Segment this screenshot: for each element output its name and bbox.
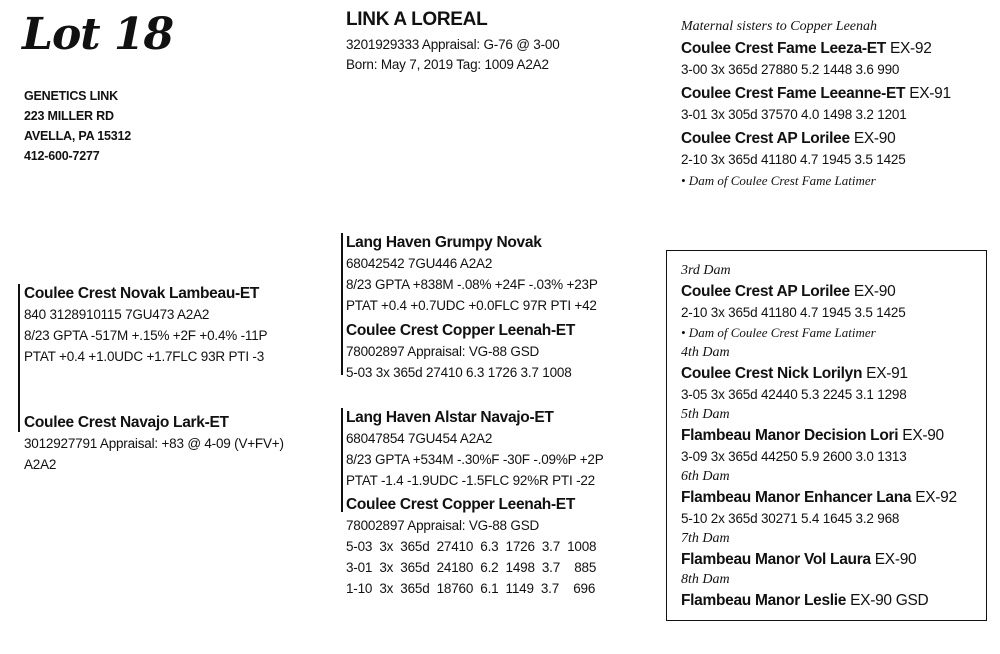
consignor-name: GENETICS LINK [24, 89, 118, 103]
ancestor-dam-name: Flambeau Manor Leslie EX-90 GSD [681, 592, 929, 609]
sister-note: • Dam of Coulee Crest Fame Latimer [681, 173, 876, 188]
ancestor-dam-name: Coulee Crest Nick Lorilyn EX-91 [681, 365, 908, 382]
dam-sire-name: Lang Haven Alstar Navajo-ET [346, 409, 554, 426]
consignor-phone: 412-600-7277 [24, 149, 100, 163]
sire-dam-block [346, 320, 575, 383]
dams-box [666, 250, 987, 621]
dam-sire-block [346, 407, 604, 491]
sister-record: 3-00 3x 365d 27880 5.2 1448 3.6 990 [681, 62, 900, 77]
dam-id-line: 3012927791 Appraisal: +83 @ 4-09 (V+FV+) [24, 436, 284, 451]
dam-name: Coulee Crest Navajo Lark-ET [24, 414, 229, 431]
dam-sire-gpta-line: 8/23 GPTA +534M -.30%F -30F -.09%P +2P [346, 452, 604, 467]
sire-dam-connector [18, 284, 20, 432]
sire-sire-id-line: 68042542 7GU446 A2A2 [346, 256, 493, 271]
ancestor-dam-record: 5-10 2x 365d 30271 5.4 1645 3.2 968 [681, 511, 900, 526]
sire-block [24, 283, 267, 367]
ancestor-dam-name: Flambeau Manor Decision Lori EX-90 [681, 427, 944, 444]
sire-gpta-line: 8/23 GPTA -517M +.15% +2F +0.4% -11P [24, 328, 268, 343]
animal-id-line: 3201929333 Appraisal: G-76 @ 3-00 [346, 37, 560, 52]
ancestor-dam-note: • Dam of Coulee Crest Fame Latimer [681, 325, 876, 340]
ancestor-dam-record: 2-10 3x 365d 41180 4.7 1945 3.5 1425 [681, 305, 906, 320]
dam-generation-label: 5th Dam [681, 407, 730, 422]
maternal-sisters-heading: Maternal sisters to Copper Leenah [681, 19, 877, 34]
sire-sire-ptat-line: PTAT +0.4 +0.7UDC +0.0FLC 97R PTI +42 [346, 298, 597, 313]
dam-parents-connector [341, 408, 343, 512]
dam-generation-label: 4th Dam [681, 345, 730, 360]
sire-name: Coulee Crest Novak Lambeau-ET [24, 285, 260, 302]
consignor-city: AVELLA, PA 15312 [24, 129, 132, 143]
sister-name: Coulee Crest Fame Leeanne-ET EX-91 [681, 85, 951, 102]
animal-born-line: Born: May 7, 2019 Tag: 1009 A2A2 [346, 57, 549, 72]
sire-dam-record: 5-03 3x 365d 27410 6.3 1726 3.7 1008 [346, 365, 572, 380]
dam-generation-label: 6th Dam [681, 469, 730, 484]
ancestor-dam-name: Coulee Crest AP Lorilee EX-90 [681, 283, 896, 300]
animal-name: LINK A LOREAL [346, 9, 488, 30]
sister-record: 2-10 3x 365d 41180 4.7 1945 3.5 1425 [681, 152, 906, 167]
sire-dam-name: Coulee Crest Copper Leenah-ET [346, 322, 576, 339]
sister-record: 3-01 3x 305d 37570 4.0 1498 3.2 1201 [681, 107, 907, 122]
sire-sire-block [346, 232, 598, 316]
sire-parents-connector [341, 233, 343, 375]
sire-dam-id-line: 78002897 Appraisal: VG-88 GSD [346, 344, 540, 359]
dam-dam-name: Coulee Crest Copper Leenah-ET [346, 496, 576, 513]
dam-generation-label: 3rd Dam [681, 263, 731, 278]
sire-sire-name: Lang Haven Grumpy Novak [346, 234, 542, 251]
sister-name: Coulee Crest AP Lorilee EX-90 [681, 130, 896, 147]
dam-dam-record: 1-10 3x 365d 18760 6.1 1149 3.7 696 [346, 581, 596, 596]
dam-dam-id-line: 78002897 Appraisal: VG-88 GSD [346, 518, 540, 533]
dam-genotype: A2A2 [24, 457, 57, 472]
sire-sire-gpta-line: 8/23 GPTA +838M -.08% +24F -.03% +23P [346, 277, 598, 292]
ancestor-dam-record: 3-05 3x 365d 42440 5.3 2245 3.1 1298 [681, 387, 907, 402]
dam-dam-block [346, 494, 596, 599]
dam-dam-record: 5-03 3x 365d 27410 6.3 1726 3.7 1008 [346, 539, 597, 554]
dam-sire-ptat-line: PTAT -1.4 -1.9UDC -1.5FLC 92%R PTI -22 [346, 473, 595, 488]
sire-ptat-line: PTAT +0.4 +1.0UDC +1.7FLC 93R PTI -3 [24, 349, 265, 364]
dam-sire-id-line: 68047854 7GU454 A2A2 [346, 431, 493, 446]
ancestor-dam-name: Flambeau Manor Vol Laura EX-90 [681, 551, 917, 568]
sire-id-line: 840 3128910115 7GU473 A2A2 [24, 307, 210, 322]
maternal-sisters [681, 16, 951, 191]
ancestor-dam-record: 3-09 3x 365d 44250 5.9 2600 3.0 1313 [681, 449, 907, 464]
dam-dam-record: 3-01 3x 365d 24180 6.2 1498 3.7 885 [346, 560, 597, 575]
dam-generation-label: 7th Dam [681, 531, 730, 546]
ancestor-dam-name: Flambeau Manor Enhancer Lana EX-92 [681, 489, 957, 506]
sister-name: Coulee Crest Fame Leeza-ET EX-92 [681, 40, 932, 57]
dam-generation-label: 8th Dam [681, 572, 730, 587]
lot-number: Lot 18 [22, 9, 174, 60]
consignor-block [24, 86, 131, 166]
consignor-street: 223 MILLER RD [24, 109, 114, 123]
dam-block [24, 412, 284, 475]
